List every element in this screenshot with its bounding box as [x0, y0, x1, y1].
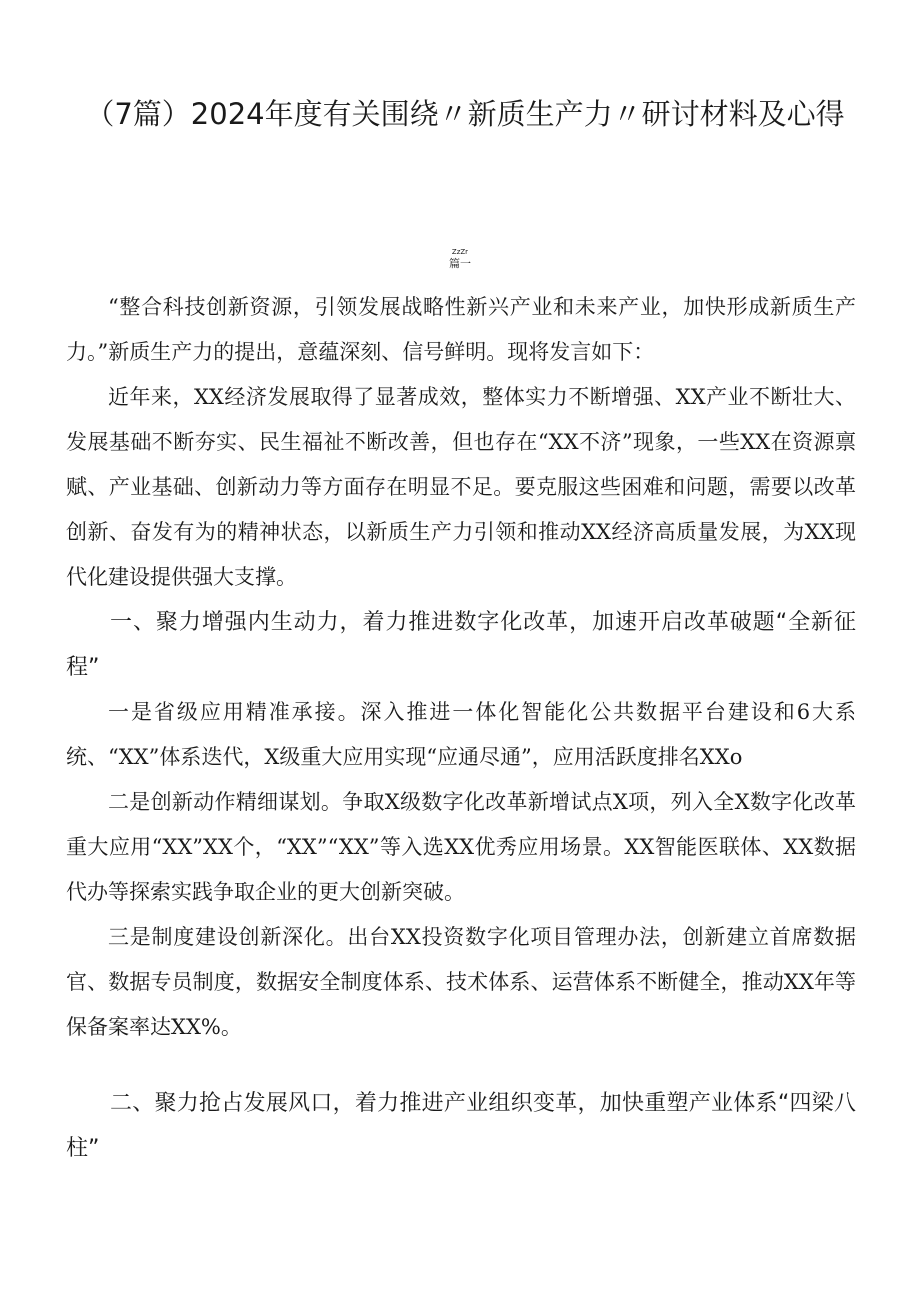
paragraph-point-2: 二是创新动作精细谋划。争取X级数字化改革新增试点X项，列入全X数字化改革重大应用“XX”XX个，“XX”“XX”等入选XX优秀应用场景。XX智能医联体、XX数据代办等探索实践争取企业的更大创新突破。 [66, 790, 856, 904]
document-body [66, 285, 856, 1171]
section-heading-2: 二、聚力抢占发展风口，着力推进产业组织变革，加快重塑产业体系“四梁八柱” [66, 1091, 856, 1161]
document-title: （7篇）2024年度有关围绕〃新质生产力〃研讨材料及心得 [85, 97, 845, 131]
section-mark-small-text: ZzZr [451, 248, 469, 256]
section-label: 篇一 [449, 257, 471, 270]
section-mark [420, 248, 500, 271]
paragraph-background: 近年来，XX经济发展取得了显著成效，整体实力不断增强、XX产业不断壮大、发展基础不断夯实、民生福祉不断改善，但也存在“XX不济”现象，一些XX在资源禀赋、产业基础、创新动力等方面存在明显不足。要克服这些困难和问题，需要以改革创新、奋发有为的精神状态，以新质生产力引领和推动XX经济高质量发展，为XX现代化建设提供强大支撑。 [66, 385, 856, 589]
paragraph-point-3: 三是制度建设创新深化。出台XX投资数字化项目管理办法，创新建立首席数据官、数据专员制度，数据安全制度体系、技术体系、运营体系不断健全，推动XX年等保备案率达XX%。 [66, 925, 856, 1039]
section-heading-1: 一、聚力增强内生动力，着力推进数字化改革，加速开启改革破题“全新征程” [66, 610, 856, 680]
paragraph-point-1: 一是省级应用精准承接。深入推进一体化智能化公共数据平台建设和6大系统、“XX”体系迭代，X级重大应用实现“应通尽通”，应用活跃度排名XXo [66, 700, 856, 769]
paragraph-intro: “整合科技创新资源，引领发展战略性新兴产业和未来产业，加快形成新质生产力。”新质生产力的提出，意蕴深刻、信号鲜明。现将发言如下： [66, 295, 856, 364]
